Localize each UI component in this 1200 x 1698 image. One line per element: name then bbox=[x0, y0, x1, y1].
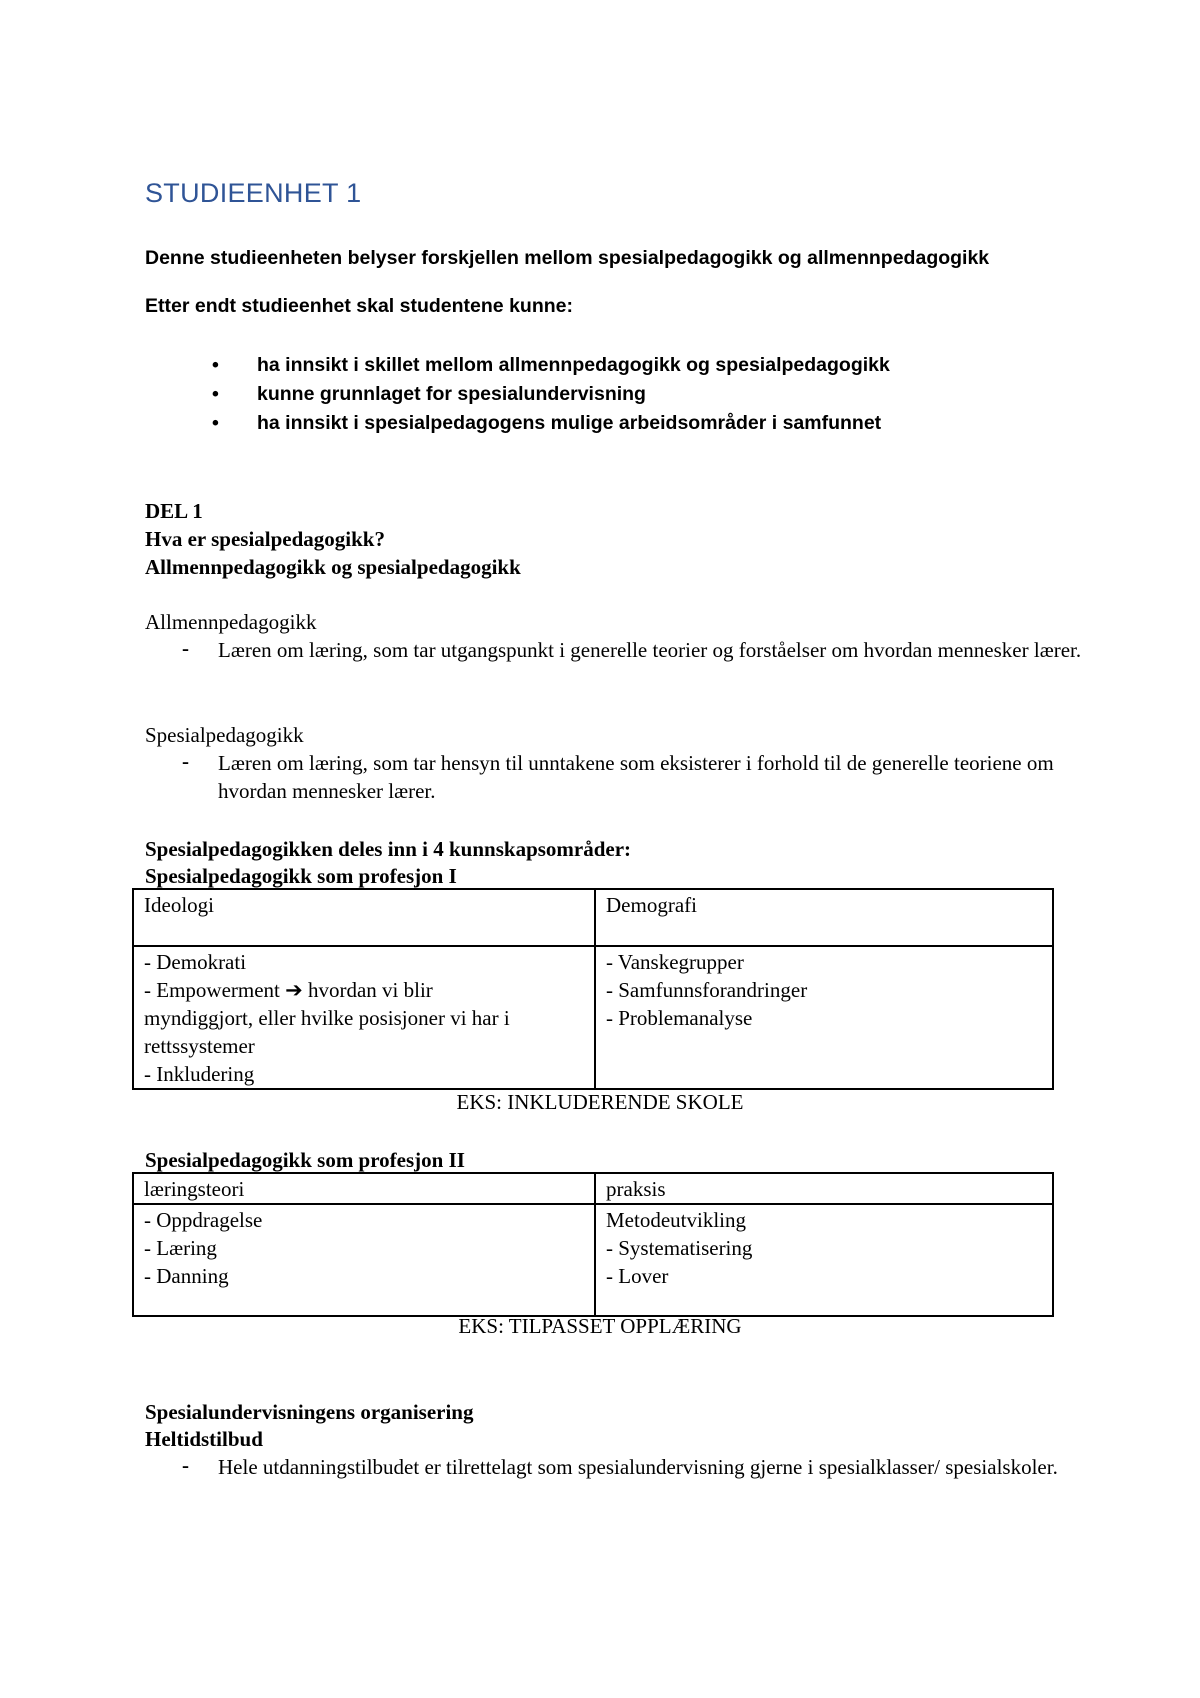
section-question: Hva er spesialpedagogikk? bbox=[145, 527, 385, 551]
objectives-list bbox=[212, 351, 890, 438]
dash-marker: - bbox=[182, 1453, 189, 1477]
objective-item: • ha innsikt i spesialpedagogens mulige arbeidsområder i samfunnet bbox=[212, 409, 890, 438]
bullet-icon: • bbox=[212, 412, 219, 434]
organisering-heading: Spesialundervisningens organisering bbox=[145, 1400, 474, 1424]
allmenn-heading: Allmennpedagogikk bbox=[145, 610, 317, 634]
bullet-icon: • bbox=[212, 354, 219, 376]
profesjon-1-table bbox=[132, 888, 1054, 1090]
table-header-row bbox=[133, 1173, 1053, 1204]
table-header-cell: praksis bbox=[595, 1173, 1053, 1204]
bullet-icon: • bbox=[212, 383, 219, 405]
table-cell: - Demokrati - Empowerment ➔ hvordan vi blir myndiggjort, eller hvilke posisjoner vi har i rettssystemer - Inkludering bbox=[133, 946, 595, 1089]
table-cell: - Oppdragelse - Læring - Danning bbox=[133, 1204, 595, 1316]
section-label: DEL 1 bbox=[145, 499, 203, 523]
allmenn-definition: Læren om læring, som tar utgangspunkt i generelle teorier og forståelser om hvordan mennesker lærer. bbox=[218, 638, 1082, 662]
table-cell: Metodeutvikling - Systematisering - Lover bbox=[595, 1204, 1053, 1316]
spesial-definition: Læren om læring, som tar hensyn til unntakene som eksisterer i forhold til de generelle teoriene om hvordan mennesker lærer. bbox=[218, 751, 1054, 803]
intro-description: Denne studieenheten belyser forskjellen mellom spesialpedagogikk og allmennpedagogikk bbox=[145, 247, 990, 269]
heltidstilbud-text: Hele utdanningstilbudet er tilrettelagt som spesialundervisning gjerne i spesialklasser/ spesialskoler. bbox=[218, 1455, 1058, 1479]
table-row bbox=[133, 946, 1053, 1089]
dash-marker: - bbox=[182, 636, 189, 660]
table-header-cell: Ideologi bbox=[133, 889, 595, 946]
heltidstilbud-heading: Heltidstilbud bbox=[145, 1427, 263, 1451]
dash-marker: - bbox=[182, 749, 189, 773]
profesjon-1-heading: Spesialpedagogikk som profesjon I bbox=[145, 864, 457, 888]
objective-item: • kunne grunnlaget for spesialundervisning bbox=[212, 380, 890, 409]
profesjon-2-table bbox=[132, 1172, 1054, 1317]
table-header-cell: læringsteori bbox=[133, 1173, 595, 1204]
table-caption: EKS: INKLUDERENDE SKOLE bbox=[456, 1090, 744, 1114]
table-cell: - Vanskegrupper - Samfunnsforandringer - Problemanalyse bbox=[595, 946, 1053, 1089]
table-caption: EKS: TILPASSET OPPLÆRING bbox=[458, 1314, 742, 1338]
table-header-row bbox=[133, 889, 1053, 946]
kunnskap-heading: Spesialpedagogikken deles inn i 4 kunnskapsområder: bbox=[145, 837, 632, 861]
table-header-cell: Demografi bbox=[595, 889, 1053, 946]
intro-objectives-lead: Etter endt studieenhet skal studentene kunne: bbox=[145, 295, 573, 317]
arrow-right-icon: ➔ bbox=[285, 978, 303, 1002]
spesial-heading: Spesialpedagogikk bbox=[145, 723, 304, 747]
objective-item: • ha innsikt i skillet mellom allmennpedagogikk og spesialpedagogikk bbox=[212, 351, 890, 380]
profesjon-2-heading: Spesialpedagogikk som profesjon II bbox=[145, 1148, 465, 1172]
page-title: STUDIEENHET 1 bbox=[145, 178, 362, 208]
section-subheading: Allmennpedagogikk og spesialpedagogikk bbox=[145, 555, 521, 579]
table-row bbox=[133, 1204, 1053, 1316]
